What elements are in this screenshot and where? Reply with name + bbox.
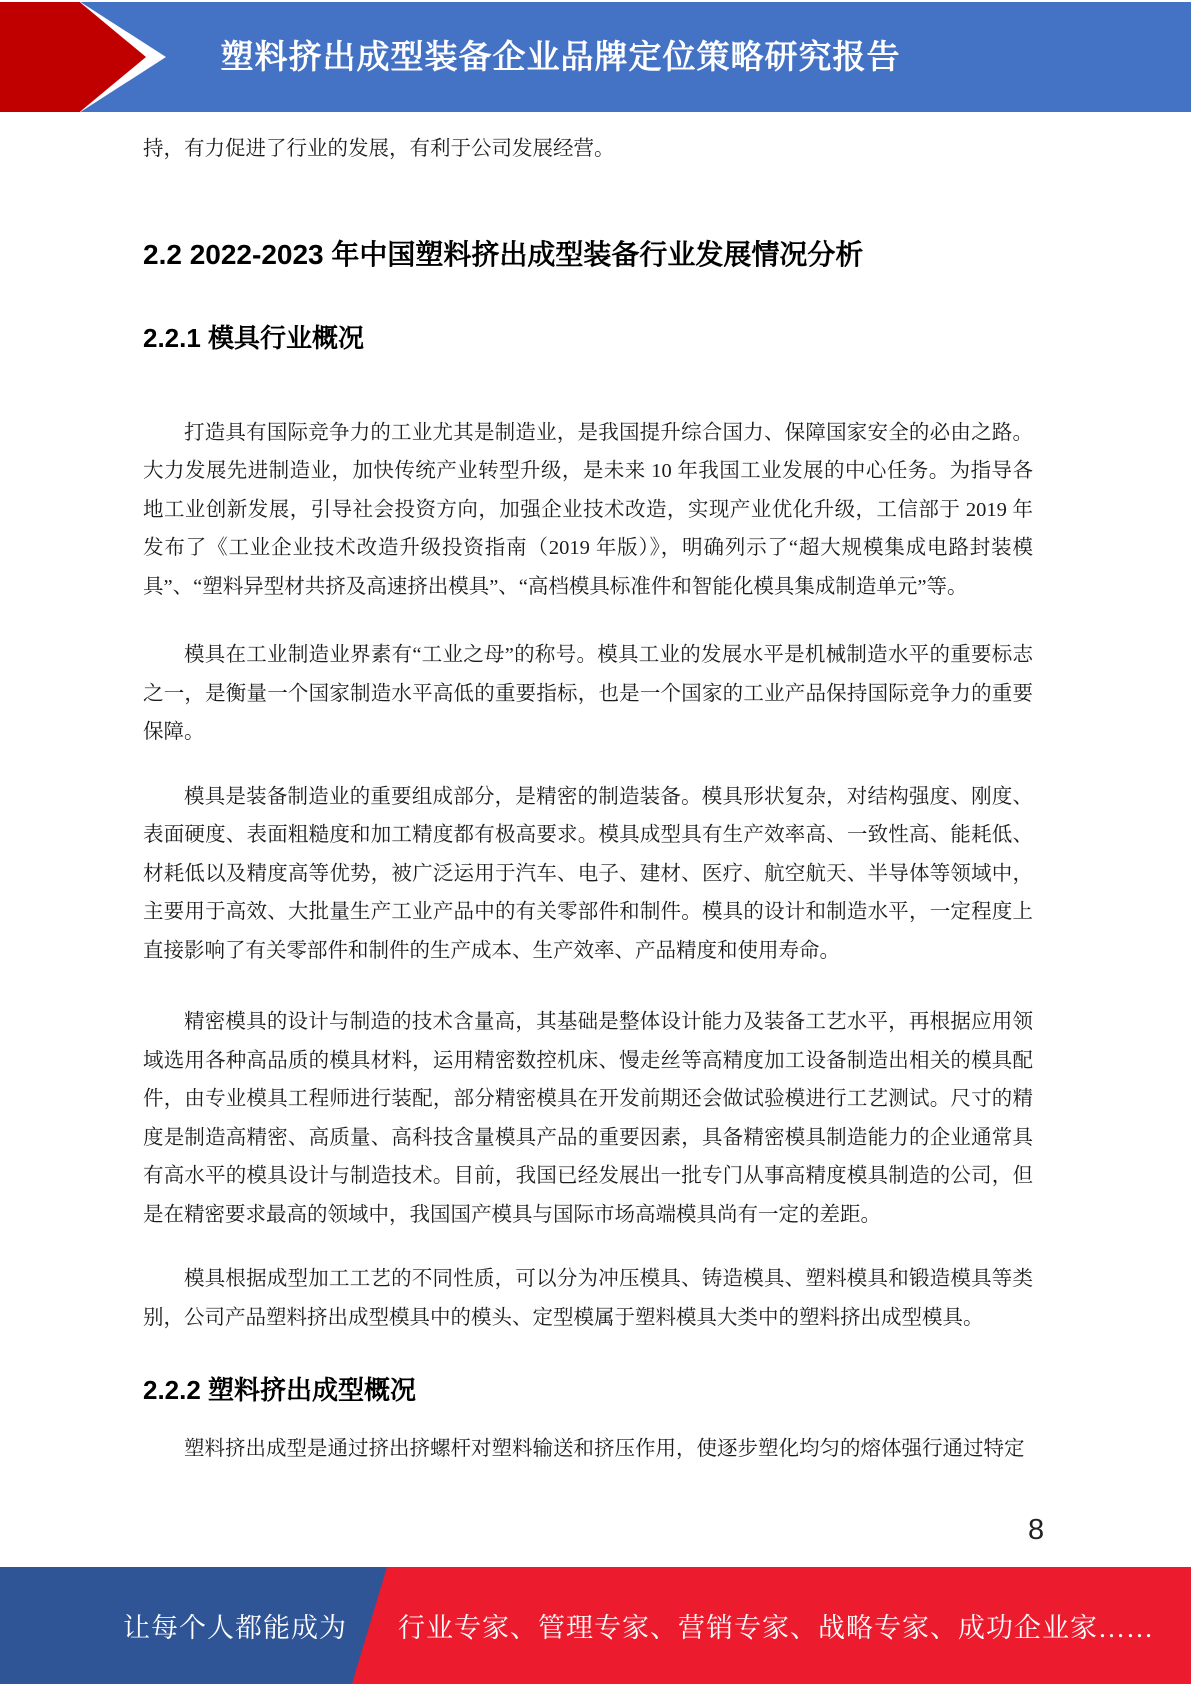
document-body [143, 0, 1033, 1469]
continuation-line: 持，有力促进了行业的发展，有利于公司发展经营。 [143, 138, 615, 160]
subsection-heading-2-2-2: 2.2.2 塑料挤出成型概况 [143, 1375, 417, 1405]
paragraph: 打造具有国际竞争力的工业尤其是制造业，是我国提升综合国力、保障国家安全的必由之路。大力发展先进制造业，加快传统产业转型升级，是未来 10 年我国工业发展的中心任务。为指导各地工业创新发展，引导社会投资方向，加强企业技术改造，实现产业优化升级，工信部于 2019 年发布了《工业企业技术改造升级投资指南（2019 年版）》，明确列示了“超大规模集成电路封装模具”、“塑料异型材共挤及高速挤出模具”、“高档模具标准件和智能化模具集成制造单元”等。 [143, 421, 1033, 598]
section-heading-2-2: 2.2 2022-2023 年中国塑料挤出成型装备行业发展情况分析 [143, 238, 864, 270]
paragraph: 模具根据成型加工工艺的不同性质，可以分为冲压模具、铸造模具、塑料模具和锻造模具等类别，公司产品塑料挤出成型模具中的模头、定型模属于塑料模具大类中的塑料挤出成型模具。 [143, 1268, 1033, 1329]
footer-slogan-left: 让每个人都能成为 [123, 1613, 347, 1643]
page-number: 8 [1028, 1514, 1045, 1546]
paragraph: 塑料挤出成型是通过挤出挤螺杆对塑料输送和挤压作用，使逐步塑化均匀的熔体强行通过特定 [184, 1438, 1025, 1460]
footer-bar [0, 1567, 1191, 1684]
report-title: 塑料挤出成型装备企业品牌定位策略研究报告 [220, 37, 901, 75]
paragraph: 模具是装备制造业的重要组成部分，是精密的制造装备。模具形状复杂，对结构强度、刚度、表面硬度、表面粗糙度和加工精度都有极高要求。模具成型具有生产效率高、一致性高、能耗低、材耗低以及精度高等优势，被广泛运用于汽车、电子、建材、医疗、航空航天、半导体等领域中，主要用于高效、大批量生产工业产品中的有关零部件和制件。模具的设计和制造水平，一定程度上直接影响了有关零部件和制件的生产成本、生产效率、产品精度和使用寿命。 [143, 785, 1033, 962]
subsection-heading-2-2-1: 2.2.1 模具行业概况 [143, 322, 365, 353]
footer-slogan-right: 行业专家、管理专家、营销专家、战略专家、成功企业家…… [398, 1613, 1154, 1643]
paragraph: 精密模具的设计与制造的技术含量高，其基础是整体设计能力及装备工艺水平，再根据应用领域选用各种高品质的模具材料，运用精密数控机床、慢走丝等高精度加工设备制造出相关的模具配件，由专业模具工程师进行装配，部分精密模具在开发前期还会做试验模进行工艺测试。尺寸的精度是制造高精密、高质量、高科技含量模具产品的重要因素，具备精密模具制造能力的企业通常具有高水平的模具设计与制造技术。目前，我国已经发展出一批专门从事高精度模具制造的公司，但是在精密要求最高的领域中，我国国产模具与国际市场高端模具尚有一定的差距。 [143, 1011, 1033, 1226]
paragraph: 模具在工业制造业界素有“工业之母”的称号。模具工业的发展水平是机械制造水平的重要标志之一，是衡量一个国家制造水平高低的重要指标，也是一个国家的工业产品保持国际竞争力的重要保障。 [143, 644, 1033, 743]
